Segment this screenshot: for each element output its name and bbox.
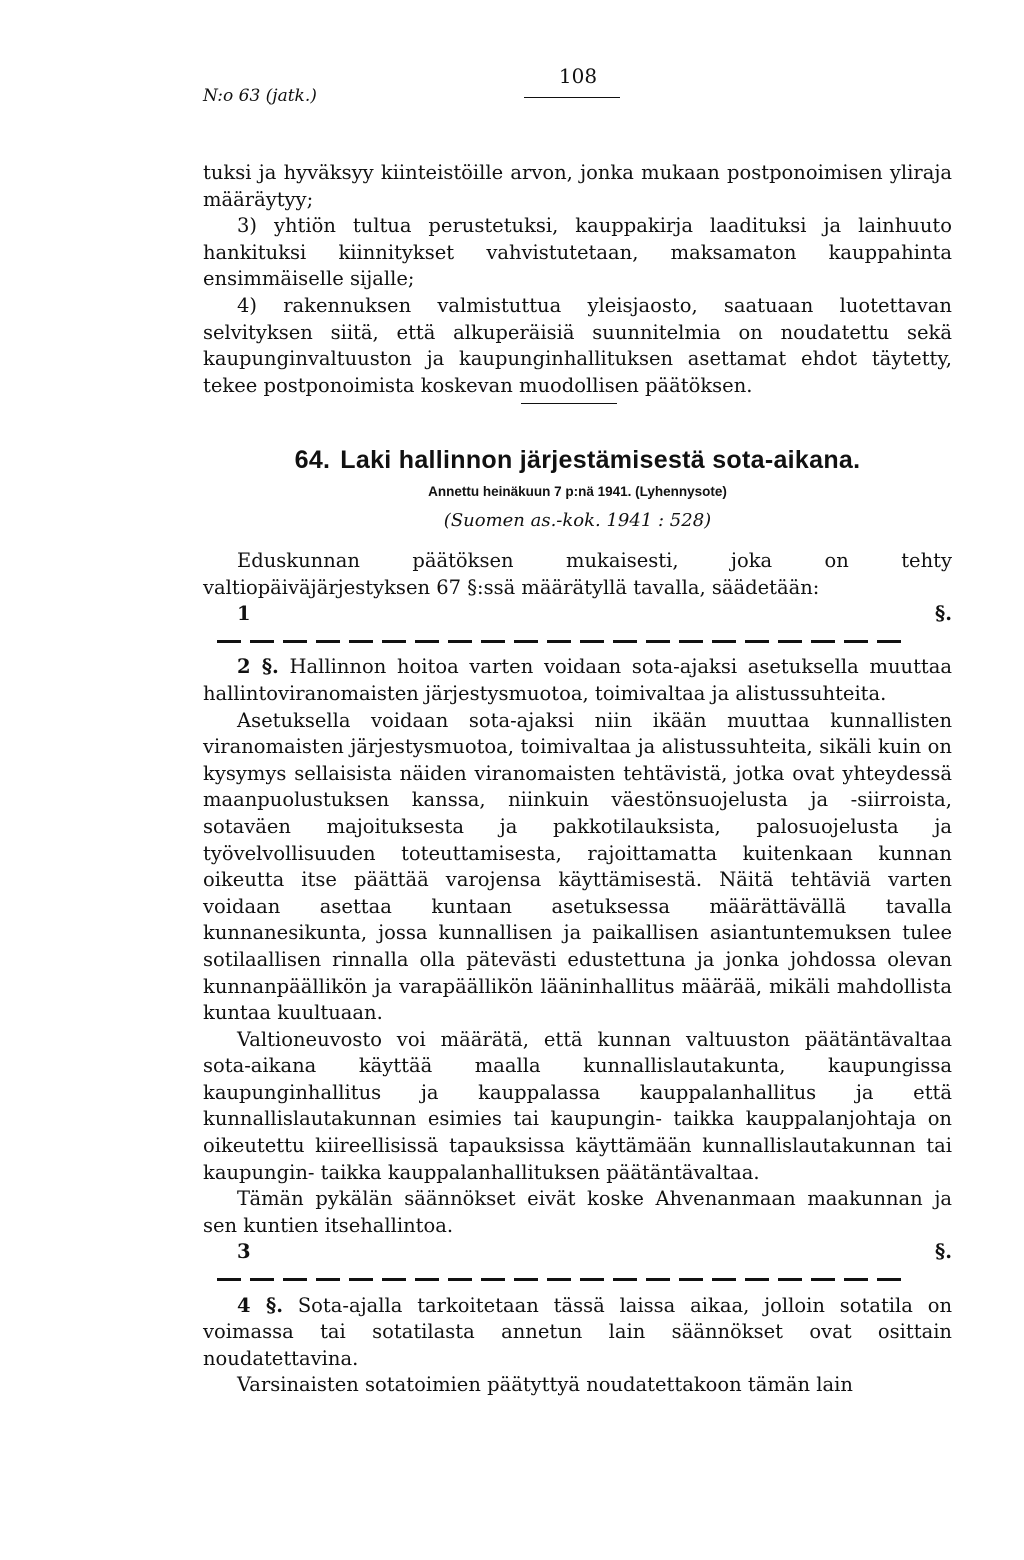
section-3 bbox=[203, 1239, 952, 1292]
paragraph: Asetuksella voidaan sota-ajaksi niin ikään muuttaa kunnallisten viranomaisten järjestysmuotoa, toimivaltaa ja alistussuhteita, sikäli kuin on kysymys sellaisista näiden viranomaisten tehtävistä, jotka ovat yhteydessä maanpuolustuksen kanssa, niinkuin väestönsuojelusta ja -siirroista, sotaväen majoituksesta ja pakkotilauksista, palosuojelusta ja työvelvollisuuden toteuttamisesta, rajoittamatta kuitenkaan kunnan oikeutta itse päättää varojensa käyttämisestä. Näitä tehtäviä varten voidaan asettaa kuntaan asetuksessa määrättävällä tavalla kunnanesikunta, jossa kunnallisen ja paikallisen asiantuntemuksen tulee sotilaallisen rinnalla olla pätevästi edustettuna ja jonka johdossa olevan kunnanpäällikön ja varapäällikön lääninhallitus määrää, mikäli mahdollista kuntaa kuultuaan. bbox=[203, 708, 952, 1025]
section-number: 2 §. bbox=[237, 655, 279, 679]
paragraph: tuksi ja hyväksyy kiinteistöille arvon, jonka mukaan postponoimisen yliraja määräytyy; bbox=[203, 161, 952, 211]
section-divider bbox=[521, 403, 617, 404]
section-text: Hallinnon hoitoa varten voidaan sota-ajaksi asetuksella muuttaa hallintoviranomaisten järjestysmuotoa, toimivaltaa ja alistussuhteita. bbox=[203, 655, 952, 705]
source-reference: (Suomen as.-kok. 1941 : 528) bbox=[443, 510, 712, 531]
paragraph: Tämän pykälän säännökset eivät koske Ahvenanmaan maakunnan ja sen kuntien itsehallintoa. bbox=[203, 1187, 952, 1237]
law-title: Laki hallinnon järjestämisestä sota-aikana. bbox=[340, 446, 861, 474]
enactment-line: Annettu heinäkuun 7 p:nä 1941. (Lyhennysote) bbox=[428, 484, 727, 499]
paragraph: 4) rakennuksen valmistuttua yleisjaosto, saatuaan luotettavan selvityksen siitä, että alkuperäisiä suunnitelmia on noudatettu sekä kaupunginvaltuuston ja kaupunginhallituksen asettamat ehdot täytetty, tekee postponoimista koskevan muodollisen päätöksen. bbox=[203, 293, 952, 397]
section-number: 3 §. bbox=[237, 1240, 952, 1264]
paragraph: Varsinaisten sotatoimien päätyttyä noudatettakoon tämän lain bbox=[237, 1373, 853, 1397]
previous-section-text bbox=[203, 160, 952, 399]
section-4 bbox=[203, 1293, 952, 1373]
law-heading bbox=[203, 446, 952, 475]
preamble: Eduskunnan päätöksen mukaisesti, joka on tehty valtiopäiväjärjestyksen 67 §:ssä määrätyllä tavalla, säädetään: bbox=[203, 549, 952, 599]
paragraph: 3) yhtiön tultua perustetuksi, kauppakirja laadituksi ja lainhuuto hankituksi kiinnitykset vahvistutetaan, maksamaton kauppahinta ensimmäiselle sijalle; bbox=[203, 214, 952, 291]
header-rule bbox=[524, 97, 620, 98]
section-number: 4 §. bbox=[237, 1293, 283, 1317]
omission-dashes bbox=[217, 640, 907, 643]
section-1 bbox=[203, 601, 952, 654]
continuation-note: N:o 63 (jatk.) bbox=[203, 86, 317, 106]
law-number: 64. bbox=[294, 446, 331, 474]
page-number: 108 bbox=[558, 64, 598, 88]
section-2 bbox=[203, 654, 952, 707]
paragraph: Valtioneuvosto voi määrätä, että kunnan valtuuston päätäntävaltaa sota-aikana käyttää maalla kunnallislautakunta, kaupungissa kaupunginhallitus ja kauppalassa kauppalanhallitus ja että kunnallislautakunnan esimies tai kaupungin- taikka kauppalanjohtaja on oikeutettu kiireellisissä tapauksissa käyttämään kunnallislautakunnan tai kaupungin- taikka kauppalanhallituksen päätäntävaltaa. bbox=[203, 1027, 952, 1184]
running-head bbox=[0, 0, 1024, 110]
omission-dashes bbox=[217, 1278, 907, 1281]
section-number: 1 §. bbox=[237, 602, 952, 626]
law-body bbox=[203, 548, 952, 1399]
section-text: Sota-ajalla tarkoitetaan tässä laissa aikaa, jolloin sotatila on voimassa tai sotatilasta annetun lain säännökset ovat osittain noudatettavina. bbox=[203, 1293, 953, 1370]
